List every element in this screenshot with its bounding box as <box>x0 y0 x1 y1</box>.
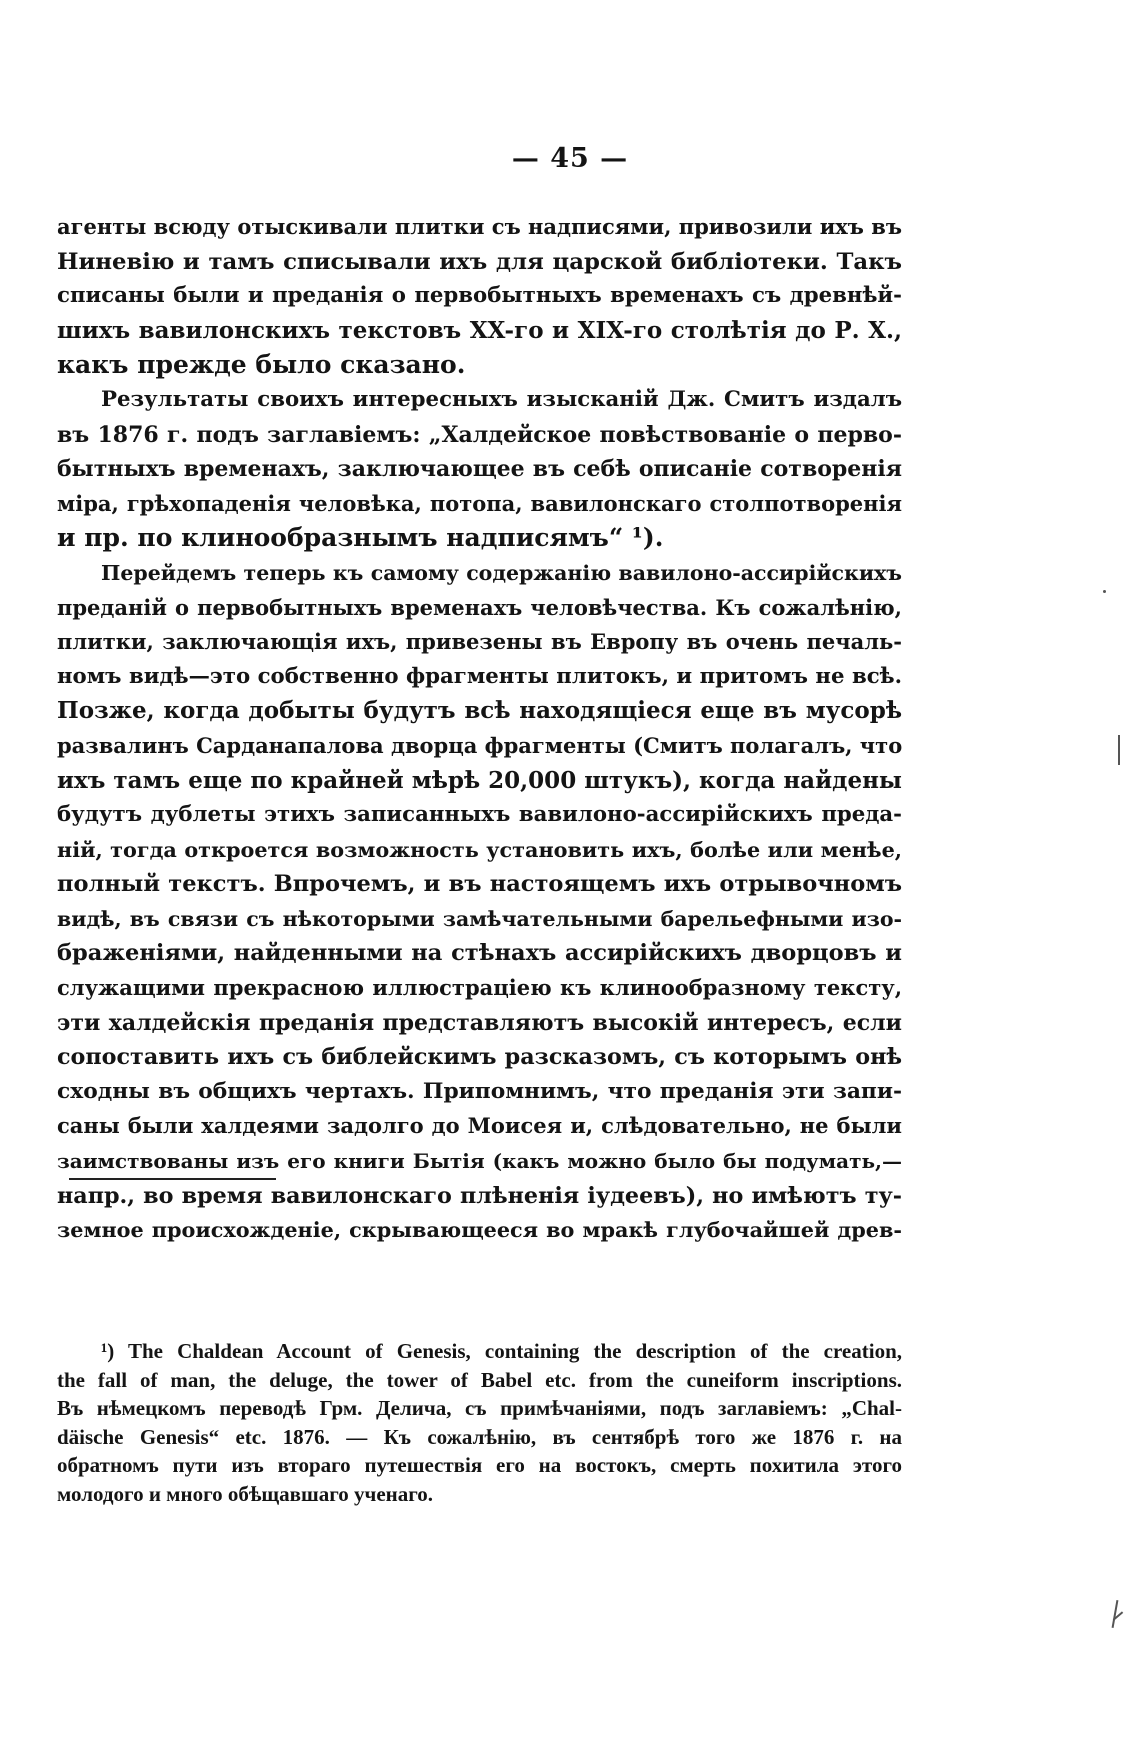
text-line: списаны были и преданія о первобытныхъ временахъ съ древнѣй- <box>57 283 902 309</box>
text-line: саны были халдеями задолго до Моисея и, слѣдовательно, не были <box>57 1113 902 1139</box>
text-line: какъ прежде было сказано. <box>57 350 466 380</box>
text-line: заимствованы изъ его книги Бытія (какъ можно было бы подумать,— <box>57 1149 902 1174</box>
footnote <box>57 1337 902 1509</box>
text-line: ній, тогда откроется возможность установить ихъ, болѣе или менѣе, <box>57 837 902 862</box>
footnote-divider <box>69 1178 276 1180</box>
text-line: Перейдемъ теперь къ самому содержанію вавилоно-ассирійскихъ <box>101 560 902 585</box>
text-line: и пр. по клинообразнымъ надписямъ“ ¹). <box>57 523 664 553</box>
text-line: служащими прекрасною иллюстраціею къ клинообразному тексту, <box>57 975 902 1001</box>
text-line: ихъ тамъ еще по крайней мѣрѣ 20,000 штукъ), когда найдены <box>57 766 902 794</box>
text-line: сходны въ общихъ чертахъ. Припомнимъ, что преданія эти запи- <box>57 1078 902 1104</box>
scan-artifact <box>1118 735 1120 765</box>
footnote-line: däische Genesis“ etc. 1876. — Къ сожалѣнію, въ сентябрѣ того же 1876 г. на <box>57 1424 902 1449</box>
text-line: плитки, заключающія ихъ, привезены въ Европу въ очень печаль- <box>57 629 902 655</box>
text-line: агенты всюду отыскивали плитки съ надписями, привозили ихъ въ <box>57 214 902 239</box>
text-line: напр., во время вавилонскаго плѣненія іудеевъ), но имѣютъ ту- <box>57 1182 902 1209</box>
text-line: Результаты своихъ интересныхъ изысканій Дж. Смитъ издалъ <box>101 386 902 412</box>
text-line: міра, грѣхопаденія человѣка, потопа, вавилонскаго столпотворенія <box>57 490 902 516</box>
text-line: шихъ вавилонскихъ текстовъ XX-го и XIX-го столѣтія до Р. X., <box>57 316 902 344</box>
text-line: въ 1876 г. подъ заглавіемъ: „Халдейское повѣствованіе о перво- <box>57 421 902 448</box>
text-line: земное происхожденіе, скрывающееся во мракѣ глубочайшей древ- <box>57 1218 902 1243</box>
footnote-line: ¹) The Chaldean Account of Genesis, containing the description of the creation, <box>101 1339 902 1363</box>
text-line: Позже, когда добыты будутъ всѣ находящіеся еще въ мусорѣ <box>57 697 902 725</box>
text-line: преданій о первобытныхъ временахъ человѣчества. Къ сожалѣнію, <box>57 594 902 620</box>
footnote-line: молодого и много обѣщавшаго ученаго. <box>57 1481 434 1506</box>
text-line: полный текстъ. Впрочемъ, и въ настоящемъ ихъ отрывочномъ <box>57 871 902 898</box>
page-number: — 45 — <box>511 143 629 174</box>
text-line: номъ видѣ—это собственно фрагменты плитокъ, и притомъ не всѣ. <box>57 663 902 689</box>
footnote-line: обратномъ пути изъ втораго путешествія его на востокъ, смерть похитила этого <box>57 1453 902 1478</box>
scan-artifact <box>1103 590 1106 593</box>
text-line: развалинъ Сарданапалова дворца фрагменты (Смитъ полагалъ, что <box>57 732 903 758</box>
text-line: будутъ дублеты этихъ записанныхъ вавилоно-ассирійскихъ преда- <box>57 802 902 828</box>
footnote-line: Въ нѣмецкомъ переводѣ Грм. Делича, съ примѣчаніями, подъ заглавіемъ: „Chal- <box>57 1396 902 1421</box>
footnote-line: the fall of man, the deluge, the tower of Babel etc. from the cuneiform inscriptions. <box>57 1367 902 1392</box>
text-line: Ниневію и тамъ списывали ихъ для царской библіотеки. Такъ <box>57 248 902 275</box>
text-line: видѣ, въ связи съ нѣкоторыми замѣчательными барельефными изо- <box>57 906 902 931</box>
text-line: бытныхъ временахъ, заключающее въ себѣ описаніе сотворенія <box>57 456 902 483</box>
text-line: эти халдейскія преданія представляютъ высокій интересъ, если <box>57 1009 902 1036</box>
text-line: сопоставить ихъ съ библейскимъ разсказомъ, съ которымъ онѣ <box>57 1044 902 1071</box>
body-text <box>57 210 902 1248</box>
text-line: браженіями, найденными на стѣнахъ ассирійскихъ дворцовъ и <box>57 940 902 967</box>
